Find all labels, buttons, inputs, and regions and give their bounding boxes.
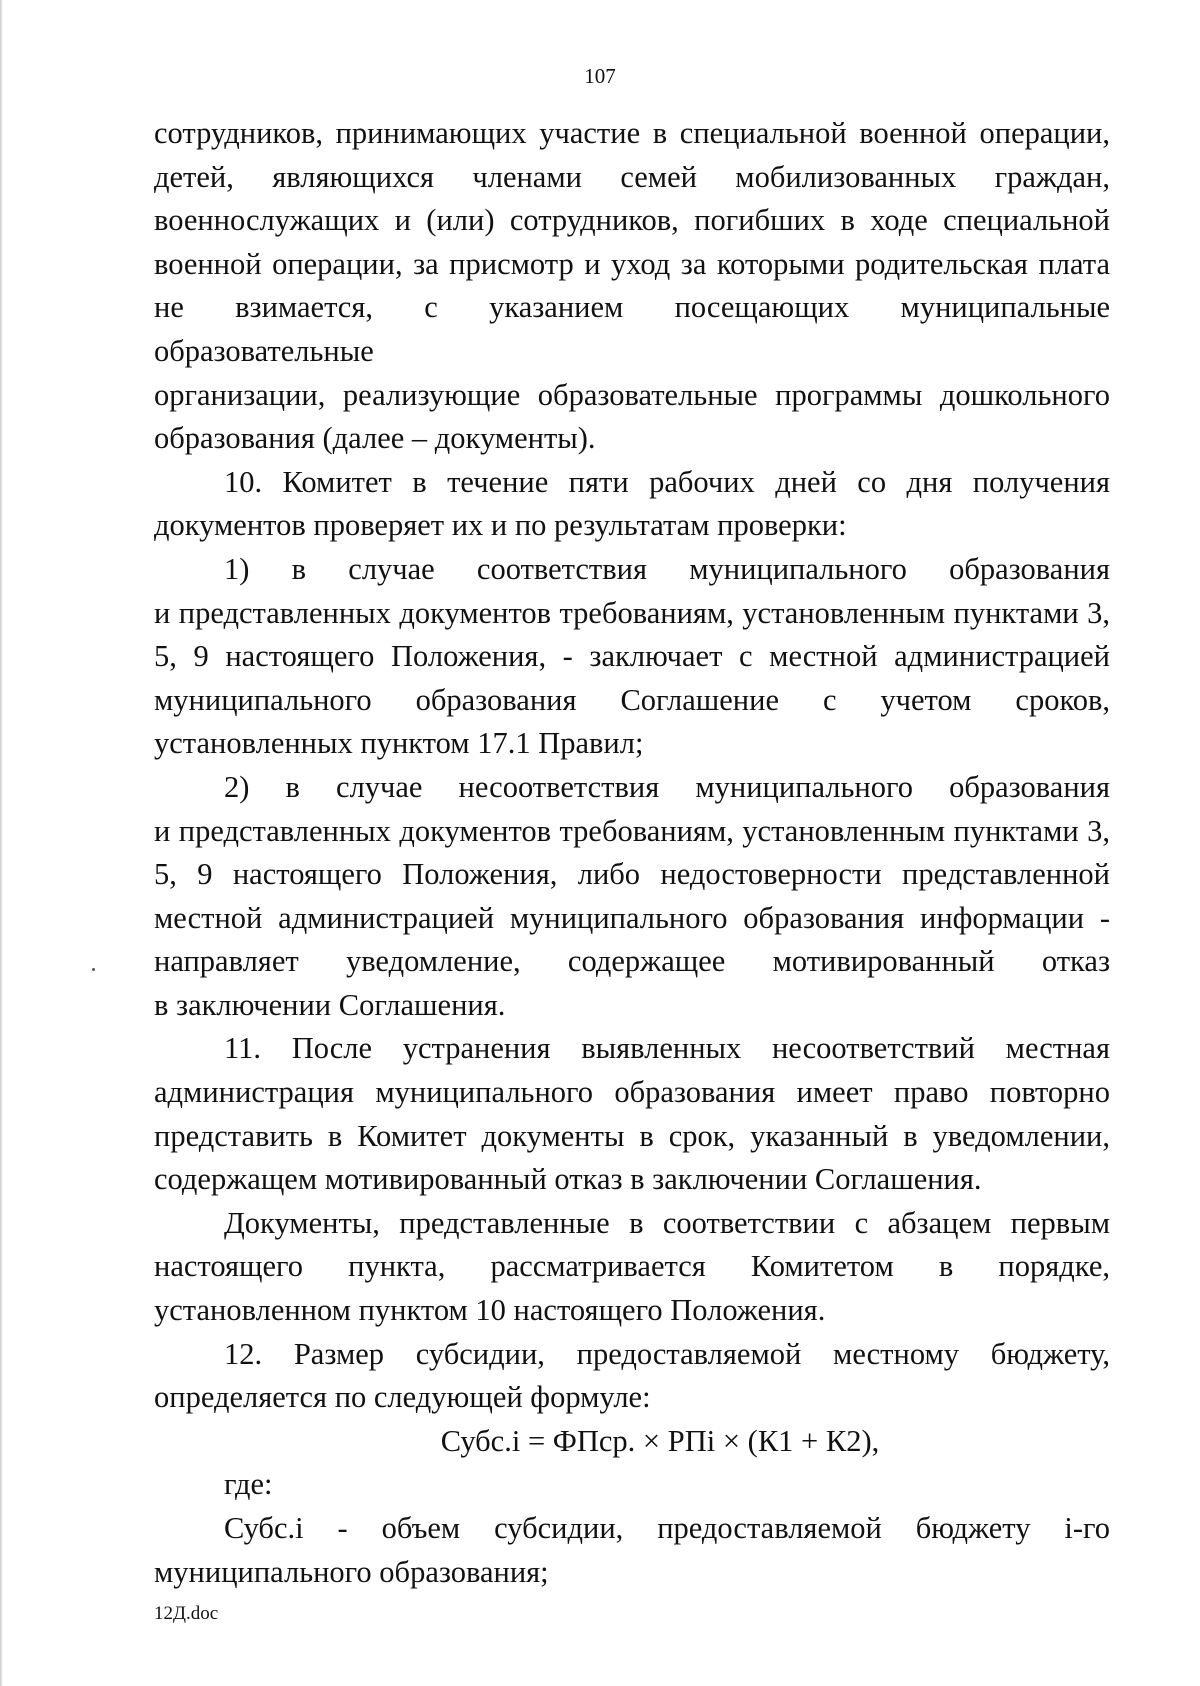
document-body — [154, 112, 1110, 1594]
text-line: местной администрацией муниципального образования информации - — [154, 900, 1110, 935]
text-line: Субс.i - объем субсидии, предоставляемой бюджету i-го — [224, 1511, 1110, 1545]
paragraph-11-second — [154, 1202, 1110, 1333]
text-line: представить в Комитет документы в срок, указанный в уведомлении, — [154, 1118, 1110, 1153]
text-line: направляет уведомление, содержащее мотивированный отказ — [154, 944, 1110, 979]
text-line: сотрудников, принимающих участие в специальной военной операции, — [154, 116, 1110, 150]
scan-edge — [0, 0, 3, 1686]
formula-where-label: где: — [224, 1467, 273, 1502]
text-line: установленных пунктом 17.1 Правил; — [154, 726, 644, 761]
text-line: муниципального образования Соглашение с учетом сроков, — [154, 682, 1110, 717]
text-line: не взимается, с указанием посещающих муниципальные образовательные — [154, 290, 1110, 368]
text-line: определяется по следующей формуле: — [154, 1380, 651, 1415]
text-line: документов проверяет их и по результатам проверки: — [154, 508, 847, 543]
paragraph-10 — [154, 461, 1110, 548]
text-line: содержащем мотивированный отказ в заключении Соглашения. — [154, 1162, 982, 1197]
page-number: 107 — [584, 64, 616, 88]
scan-speck — [92, 968, 95, 971]
text-line: администрация муниципального образования имеет право повторно — [154, 1075, 1110, 1110]
paragraph-10-item-1 — [154, 548, 1110, 766]
paragraph-11 — [154, 1027, 1110, 1201]
formula: Субс.i = ФПср. × РПi × (К1 + К2), — [440, 1423, 880, 1458]
text-line: военнослужащих и (или) сотрудников, погибших в ходе специальной — [154, 203, 1110, 238]
text-line: Документы, представленные в соответствии с абзацем первым — [224, 1205, 1110, 1240]
paragraph-12 — [154, 1333, 1110, 1420]
text-line: образования (далее – документы). — [154, 421, 596, 456]
paragraph-10-item-2 — [154, 766, 1110, 1028]
text-line: военной операции, за присмотр и уход за которыми родительская плата — [154, 246, 1110, 281]
text-line: и представленных документов требованиям, установленным пунктами 3, — [154, 595, 1110, 630]
text-line: детей, являющихся членами семей мобилизованных граждан, — [154, 159, 1110, 194]
paragraph-subs-definition — [154, 1507, 1110, 1594]
text-line: организации, реализующие образовательные программы дошкольного — [154, 377, 1110, 412]
text-line: в заключении Соглашения. — [154, 987, 506, 1022]
text-line: настоящего пункта, рассматривается Комитетом в порядке, — [154, 1249, 1110, 1284]
text-line: 12. Размер субсидии, предоставляемой местному бюджету, — [224, 1336, 1110, 1371]
text-line: 1) в случае соответствия муниципального образования — [224, 551, 1110, 586]
text-line: 5, 9 настоящего Положения, либо недостоверности представленной — [154, 857, 1110, 892]
text-line: 11. После устранения выявленных несоответствий местная — [224, 1031, 1110, 1066]
text-line: установленном пунктом 10 настоящего Положения. — [154, 1293, 826, 1328]
text-line: 5, 9 настоящего Положения, - заключает с местной администрацией — [154, 639, 1110, 674]
footer-filename: 12Д.doc — [154, 1603, 219, 1624]
paragraph-continuation — [154, 112, 1110, 461]
text-line: муниципального образования; — [154, 1554, 549, 1589]
text-line: и представленных документов требованиям, установленным пунктами 3, — [154, 813, 1110, 848]
text-line: 10. Комитет в течение пяти рабочих дней со дня получения — [224, 464, 1110, 499]
text-line: 2) в случае несоответствия муниципального образования — [224, 769, 1110, 804]
